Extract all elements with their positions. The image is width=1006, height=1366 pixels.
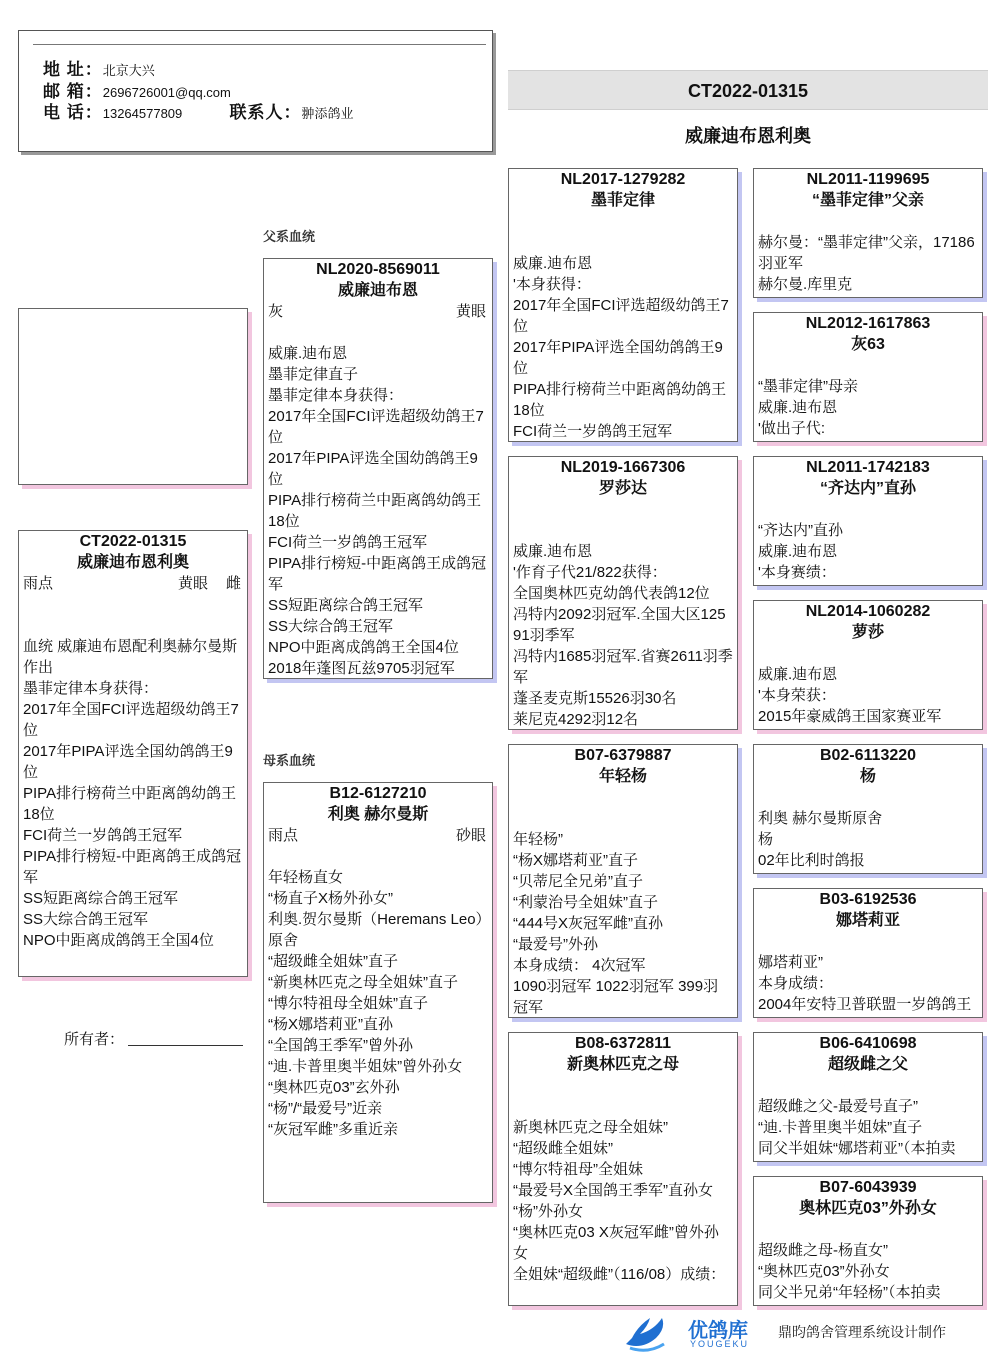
phone-label: 电 话： <box>43 103 103 122</box>
logo-subtext: YOUGEKU <box>690 1339 750 1349</box>
subject-meta <box>19 573 247 594</box>
dam-dam-notes: 新奥林匹克之母全姐妹” “超级雌全姐妹” “博尔特祖母”全姐妹 “最爱号X全国鸽王季军”直孙女 “杨”外孙女 “奥林匹克03 X灰冠军雌”曾外孙女 全姐妹“超级雌”（116/08）成绩： <box>513 1119 726 1283</box>
g3-notes: 赫尔曼：“墨菲定律”父亲，17186羽亚军 赫尔曼.库里克 <box>758 234 975 293</box>
phone-row <box>43 98 354 123</box>
g3-card <box>753 1176 983 1306</box>
address-label: 地 址： <box>43 60 103 79</box>
g3-ring: B02-6113220 <box>819 747 917 764</box>
subject-notes: 血统 威廉迪布恩配利奥赫尔曼斯作出 墨菲定律本身获得： 2017年全国FCI评选超级幼鸽王7位 2017年PIPA评选全国幼鸽鸽王9位 PIPA排行榜荷兰中距离鸽幼鸽王18位 FCI荷兰一岁鸽鸽王冠军 PIPA排行榜短-中距离鸽王成鸽冠军 SS短距离综合鸽王冠军 SS大综合鸽王冠军 NPO中距离成鸽鸽王全国4位 <box>23 638 242 949</box>
g3-name: 灰63 <box>851 336 885 353</box>
dam-line-label: 母系血统 <box>263 753 316 768</box>
g3-card <box>753 888 983 1018</box>
sire-dam-ring: NL2019-1667306 <box>560 459 686 476</box>
sire-card <box>263 258 493 679</box>
dam-sire-ring: B07-6379887 <box>574 747 672 764</box>
dam-dam-card <box>508 1032 738 1306</box>
g3-name: 奥林匹克03”外孙女 <box>799 1200 937 1217</box>
subject-ring: CT2022-01315 <box>79 533 187 550</box>
g3-notes: “墨菲定律”母亲 威廉.迪布恩 '做出子代: <box>758 378 858 437</box>
g3-name: 超级雌之父 <box>827 1056 908 1073</box>
g3-ring: B03-6192536 <box>819 891 917 908</box>
g3-notes: “齐达内”直孙 威廉.迪布恩 '本身赛绩： <box>758 522 843 581</box>
email-label: 邮 箱： <box>43 82 103 101</box>
address-value: 北京大兴 <box>102 63 155 78</box>
g3-card <box>753 312 983 442</box>
sire-sire-notes: 威廉.迪布恩 '本身获得： 2017年全国FCI评选超级幼鸽王7位 2017年PIPA评选全国幼鸽鸽王9位 PIPA排行榜荷兰中距离鸽幼鸽王18位 FCI荷兰一岁鸽鸽王冠军 <box>513 255 729 440</box>
owner-signature-line <box>128 1045 243 1046</box>
subject-eye: 黄眼 <box>177 575 208 592</box>
dam-notes: 年轻杨直女 “杨直子X杨外孙女” 利奥.贺尔曼斯（Heremans Leo）原舍 “超级雌全姐妹”直子 “新奥林匹克之母全姐妹”直子 “博尔特祖母全姐妹”直子 “杨X娜塔莉亚”直孙 “全国鸽王季军”曾外孙 “迪.卡普里奥半姐妹”曾外孙女 “奥林匹克03”玄外孙 “杨”/“最爱号”近亲 “灰冠军雌”多重近亲 <box>268 869 484 1138</box>
photo-placeholder <box>18 308 248 485</box>
sire-notes: 威廉.迪布恩 墨菲定律直子 墨菲定律本身获得： 2017年全国FCI评选超级幼鸽王7位 2017年PIPA评选全国幼鸽鸽王9位 PIPA排行榜荷兰中距离鸽幼鸽王18位 FCI荷兰一岁鸽鸽王冠军 PIPA排行榜短-中距离鸽王成鸽冠军 SS短距离综合鸽王冠军 SS大综合鸽王冠军 NPO中距离成鸽鸽王全国4位 2018年蓬图瓦兹9705羽冠军 <box>268 345 487 677</box>
g3-card <box>753 168 983 298</box>
contact-person-label: 联系人： <box>229 103 302 122</box>
sire-sire-name: 墨菲定律 <box>590 192 655 209</box>
sire-dam-card <box>508 456 738 730</box>
g3-notes: 利奥 赫尔曼斯原舍 杨 02年比利时鸽报 <box>758 810 883 869</box>
subject-name: 威廉迪布恩利奥 <box>76 554 189 571</box>
g3-ring: NL2011-1199695 <box>806 171 930 188</box>
email-value[interactable]: 2696726001@qq.com <box>102 85 231 100</box>
sire-sire-ring: NL2017-1279282 <box>560 171 686 188</box>
dam-ring: B12-6127210 <box>329 785 427 802</box>
dam-meta <box>264 825 492 846</box>
g3-name: 萝莎 <box>851 624 884 641</box>
owner-label: 所有者： <box>64 1031 125 1048</box>
phone-value: 13264577809 <box>102 106 183 121</box>
contact-person-value: 翀添鸽业 <box>301 106 354 121</box>
sire-dam-name: 罗莎达 <box>598 480 647 497</box>
g3-ring: NL2014-1060282 <box>805 603 931 620</box>
g3-ring: B07-6043939 <box>819 1179 917 1196</box>
sire-eye: 黄眼 <box>455 303 486 320</box>
g3-name: “墨菲定律”父亲 <box>811 192 924 209</box>
sire-name: 威廉迪布恩 <box>337 282 418 299</box>
dam-card <box>263 782 493 1203</box>
g3-notes: 威廉.迪布恩 '本身荣获： 2015年豪威鸽王国家赛亚军 <box>758 666 942 725</box>
sire-sire-card <box>508 168 738 442</box>
g3-ring: NL2011-1742183 <box>806 459 930 476</box>
g3-notes: 超级雌之母-杨直女” “奥林匹克03”外孙女 同父半兄弟“年轻杨”（本拍卖 <box>758 1242 941 1301</box>
dam-sire-card <box>508 744 738 1018</box>
dam-name: 利奥 赫尔曼斯 <box>327 806 429 823</box>
sire-ring: NL2020-8569011 <box>316 261 440 278</box>
subject-ring-title: CT2022-01315 <box>508 70 988 110</box>
dam-dam-name: 新奥林匹克之母 <box>566 1056 679 1073</box>
footer-credit: 鼎昀鸽舍管理系统设计制作 <box>778 1324 946 1340</box>
subject-sex: 雌 <box>225 575 241 592</box>
g3-card <box>753 744 983 874</box>
g3-name: 娜塔莉亚 <box>835 912 900 929</box>
sire-color: 灰 <box>268 303 284 320</box>
yougeku-logo <box>622 1314 772 1354</box>
subject-color: 雨点 <box>23 575 54 592</box>
g3-name: “齐达内”直孙 <box>819 480 916 497</box>
g3-card <box>753 456 983 586</box>
subject-name-title: 威廉迪布恩利奥 <box>685 126 811 146</box>
dam-eye: 砂眼 <box>455 827 486 844</box>
logo-text: 优鸽库 <box>688 1320 748 1342</box>
g3-card <box>753 1032 983 1162</box>
g3-ring: B06-6410698 <box>819 1035 917 1052</box>
dam-dam-ring: B08-6372811 <box>574 1035 672 1052</box>
dam-sire-notes: 年轻杨” “杨X娜塔莉亚”直子 “贝蒂尼全兄弟”直子 “利蒙治号全姐妹”直子 “444号X灰冠军雌”直孙 “最爱号”外孙 本身成绩： 4次冠军 1090羽冠军 1022羽冠军 399羽冠军 <box>513 831 719 1016</box>
g3-notes: 超级雌之父-最爱号直子” “迪.卡普里奥半姐妹”直子 同父半姐妹“娜塔莉亚”（本拍卖 <box>758 1098 956 1157</box>
g3-name: 杨 <box>859 768 876 785</box>
contact-card <box>18 30 493 152</box>
g3-notes: 娜塔莉亚” 本身成绩： 2004年安特卫普联盟一岁鸽鸽王 <box>758 954 972 1013</box>
subject-card <box>18 530 248 977</box>
dam-sire-name: 年轻杨 <box>598 768 647 785</box>
contact-rule <box>33 44 486 45</box>
dam-color: 雨点 <box>268 827 299 844</box>
sire-meta <box>264 301 492 322</box>
sire-line-label: 父系血统 <box>263 229 316 244</box>
sire-dam-notes: 威廉.迪布恩 '作育子代21/822获得： 全国奥林匹克幼鸽代表鸽12位 冯特内2092羽冠军.全国大区12591羽季军 冯特内1685羽冠军.省赛2611羽季军 蓬圣麦克斯15526羽30名 莱尼克4292羽12名 <box>513 543 733 728</box>
g3-card <box>753 600 983 730</box>
g3-ring: NL2012-1617863 <box>805 315 931 332</box>
